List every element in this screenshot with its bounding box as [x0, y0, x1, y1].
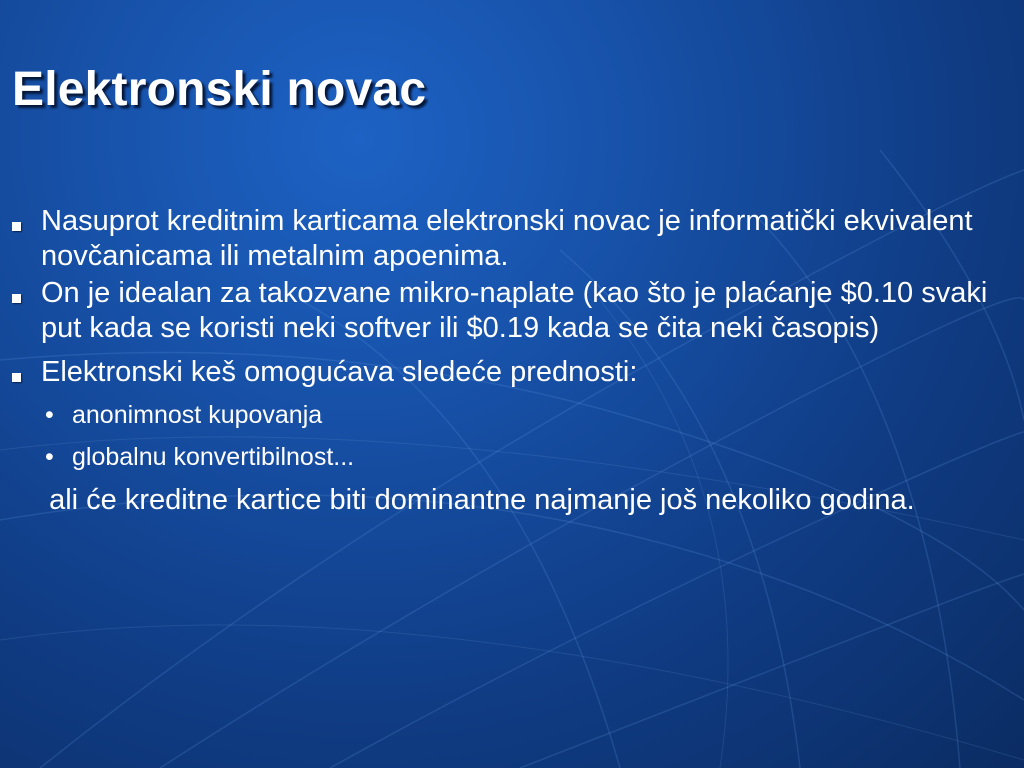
square-bullet-icon [12, 222, 21, 231]
sub-bullet-item [0, 441, 1024, 473]
bullet-text: Nasuprot kreditnim karticama elektronski novac je informatički ekvivalent novčanicama ili metalnim apoenima. [41, 205, 973, 272]
square-bullet-icon [12, 373, 21, 382]
dot-bullet-icon: • [45, 443, 54, 471]
slide-content [0, 204, 1024, 518]
bullet-text: Elektronski keš omogućava sledeće prednosti: [41, 356, 638, 388]
bullet-text: On je idealan za takozvane mikro-naplate (kao što je plaćanje $0.10 svaki put kada se koristi neki softver ili $0.19 kada se čita neki časopis) [41, 277, 988, 344]
bullet-item [0, 204, 1024, 274]
bullet-item [0, 276, 1024, 346]
sub-bullet-text: anonimnost kupovanja [72, 401, 323, 429]
sub-bullet-item [0, 399, 1024, 431]
slide-title: Elektronski novac [12, 63, 427, 116]
bullet-item [0, 355, 1024, 390]
sub-bullet-text: globalnu konvertibilnost... [72, 443, 355, 471]
continuation-text: ali će kreditne kartice biti dominantne najmanje još nekoliko godina. [41, 484, 915, 516]
dot-bullet-icon: • [45, 401, 54, 429]
square-bullet-icon [12, 294, 21, 303]
